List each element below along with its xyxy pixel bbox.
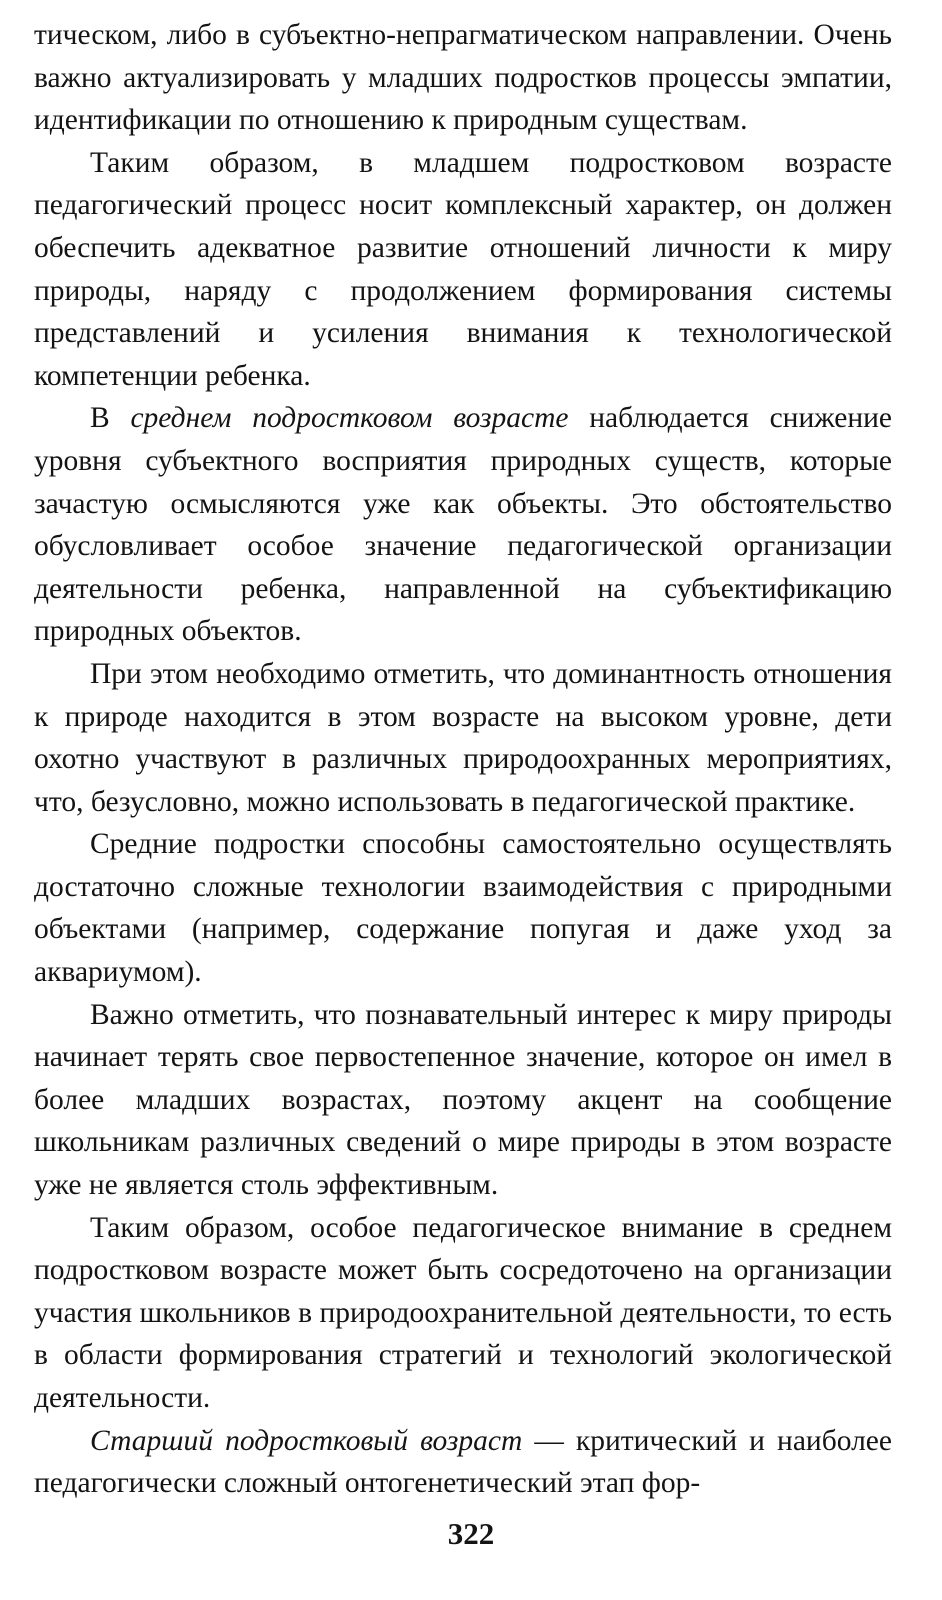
paragraph-5-text: Средние подростки способны самостоятельно осуществлять достаточно сложные технологии взаимодействия с природными объектами (например, содержание попугая и даже уход за аквариумом). <box>34 828 892 989</box>
paragraph-2 <box>34 142 892 398</box>
paragraph-1 <box>34 14 892 142</box>
paragraph-8-text: — критический и наиболее педагогически сложный онтогенетический этап фор- <box>34 1424 892 1500</box>
paragraph-3-emphasis: среднем подростковом возрасте <box>130 402 569 435</box>
paragraph-4-text: При этом необходимо отметить, что доминантность отношения к природе находится в этом возрасте на высоком уровне, дети охотно участвуют в различных природоохранных мероприятиях, что, безусловно, можно использовать в педагогической практике. <box>34 657 892 818</box>
paragraph-7-text: Таким образом, особое педагогическое внимание в среднем подростковом возрасте может быть сосредоточено на организации участия школьников в природоохранительной деятельности, то есть в области формирования стратегий и технологий экологической деятельности. <box>34 1211 892 1414</box>
paragraph-8-emphasis: Старший подростковый возраст <box>90 1424 523 1457</box>
paragraph-5 <box>34 823 892 993</box>
page-number: 322 <box>447 1516 495 1551</box>
paragraph-1-text: тическом, либо в субъектно-непрагматическом направлении. Очень важно актуализировать у младших подростков процессы эмпатии, идентификации по отношению к природным существам. <box>34 19 892 137</box>
paragraph-2-text: Таким образом, в младшем подростковом возрасте педагогический процесс носит комплексный характер, он должен обеспечить адекватное развитие отношений личности к миру природы, наряду с продолжением формирования системы представлений и усиления внимания к технологической компетенции ребенка. <box>34 146 892 392</box>
paragraph-6-text: Важно отметить, что познавательный интерес к миру природы начинает терять свое первостепенное значение, которое он имел в более младших возрастах, поэтому акцент на сообщение школьникам различных сведений о мире природы в этом возрасте уже не является столь эффективным. <box>34 998 892 1202</box>
paragraph-4 <box>34 653 892 823</box>
paragraph-7 <box>34 1207 892 1420</box>
paragraph-3-text: наблюдается снижение уровня субъектного восприятия природных существ, которые зачастую осмысляются уже как объекты. Это обстоятельство обусловливает особое значение педагогической организации деятельности ребенка, направленной на субъектификацию природных объектов. <box>34 402 892 648</box>
page-text <box>34 14 892 1505</box>
paragraph-6 <box>34 994 892 1207</box>
paragraph-8 <box>34 1420 892 1505</box>
paragraph-3-lead: В <box>90 402 131 435</box>
paragraph-3 <box>34 397 892 653</box>
